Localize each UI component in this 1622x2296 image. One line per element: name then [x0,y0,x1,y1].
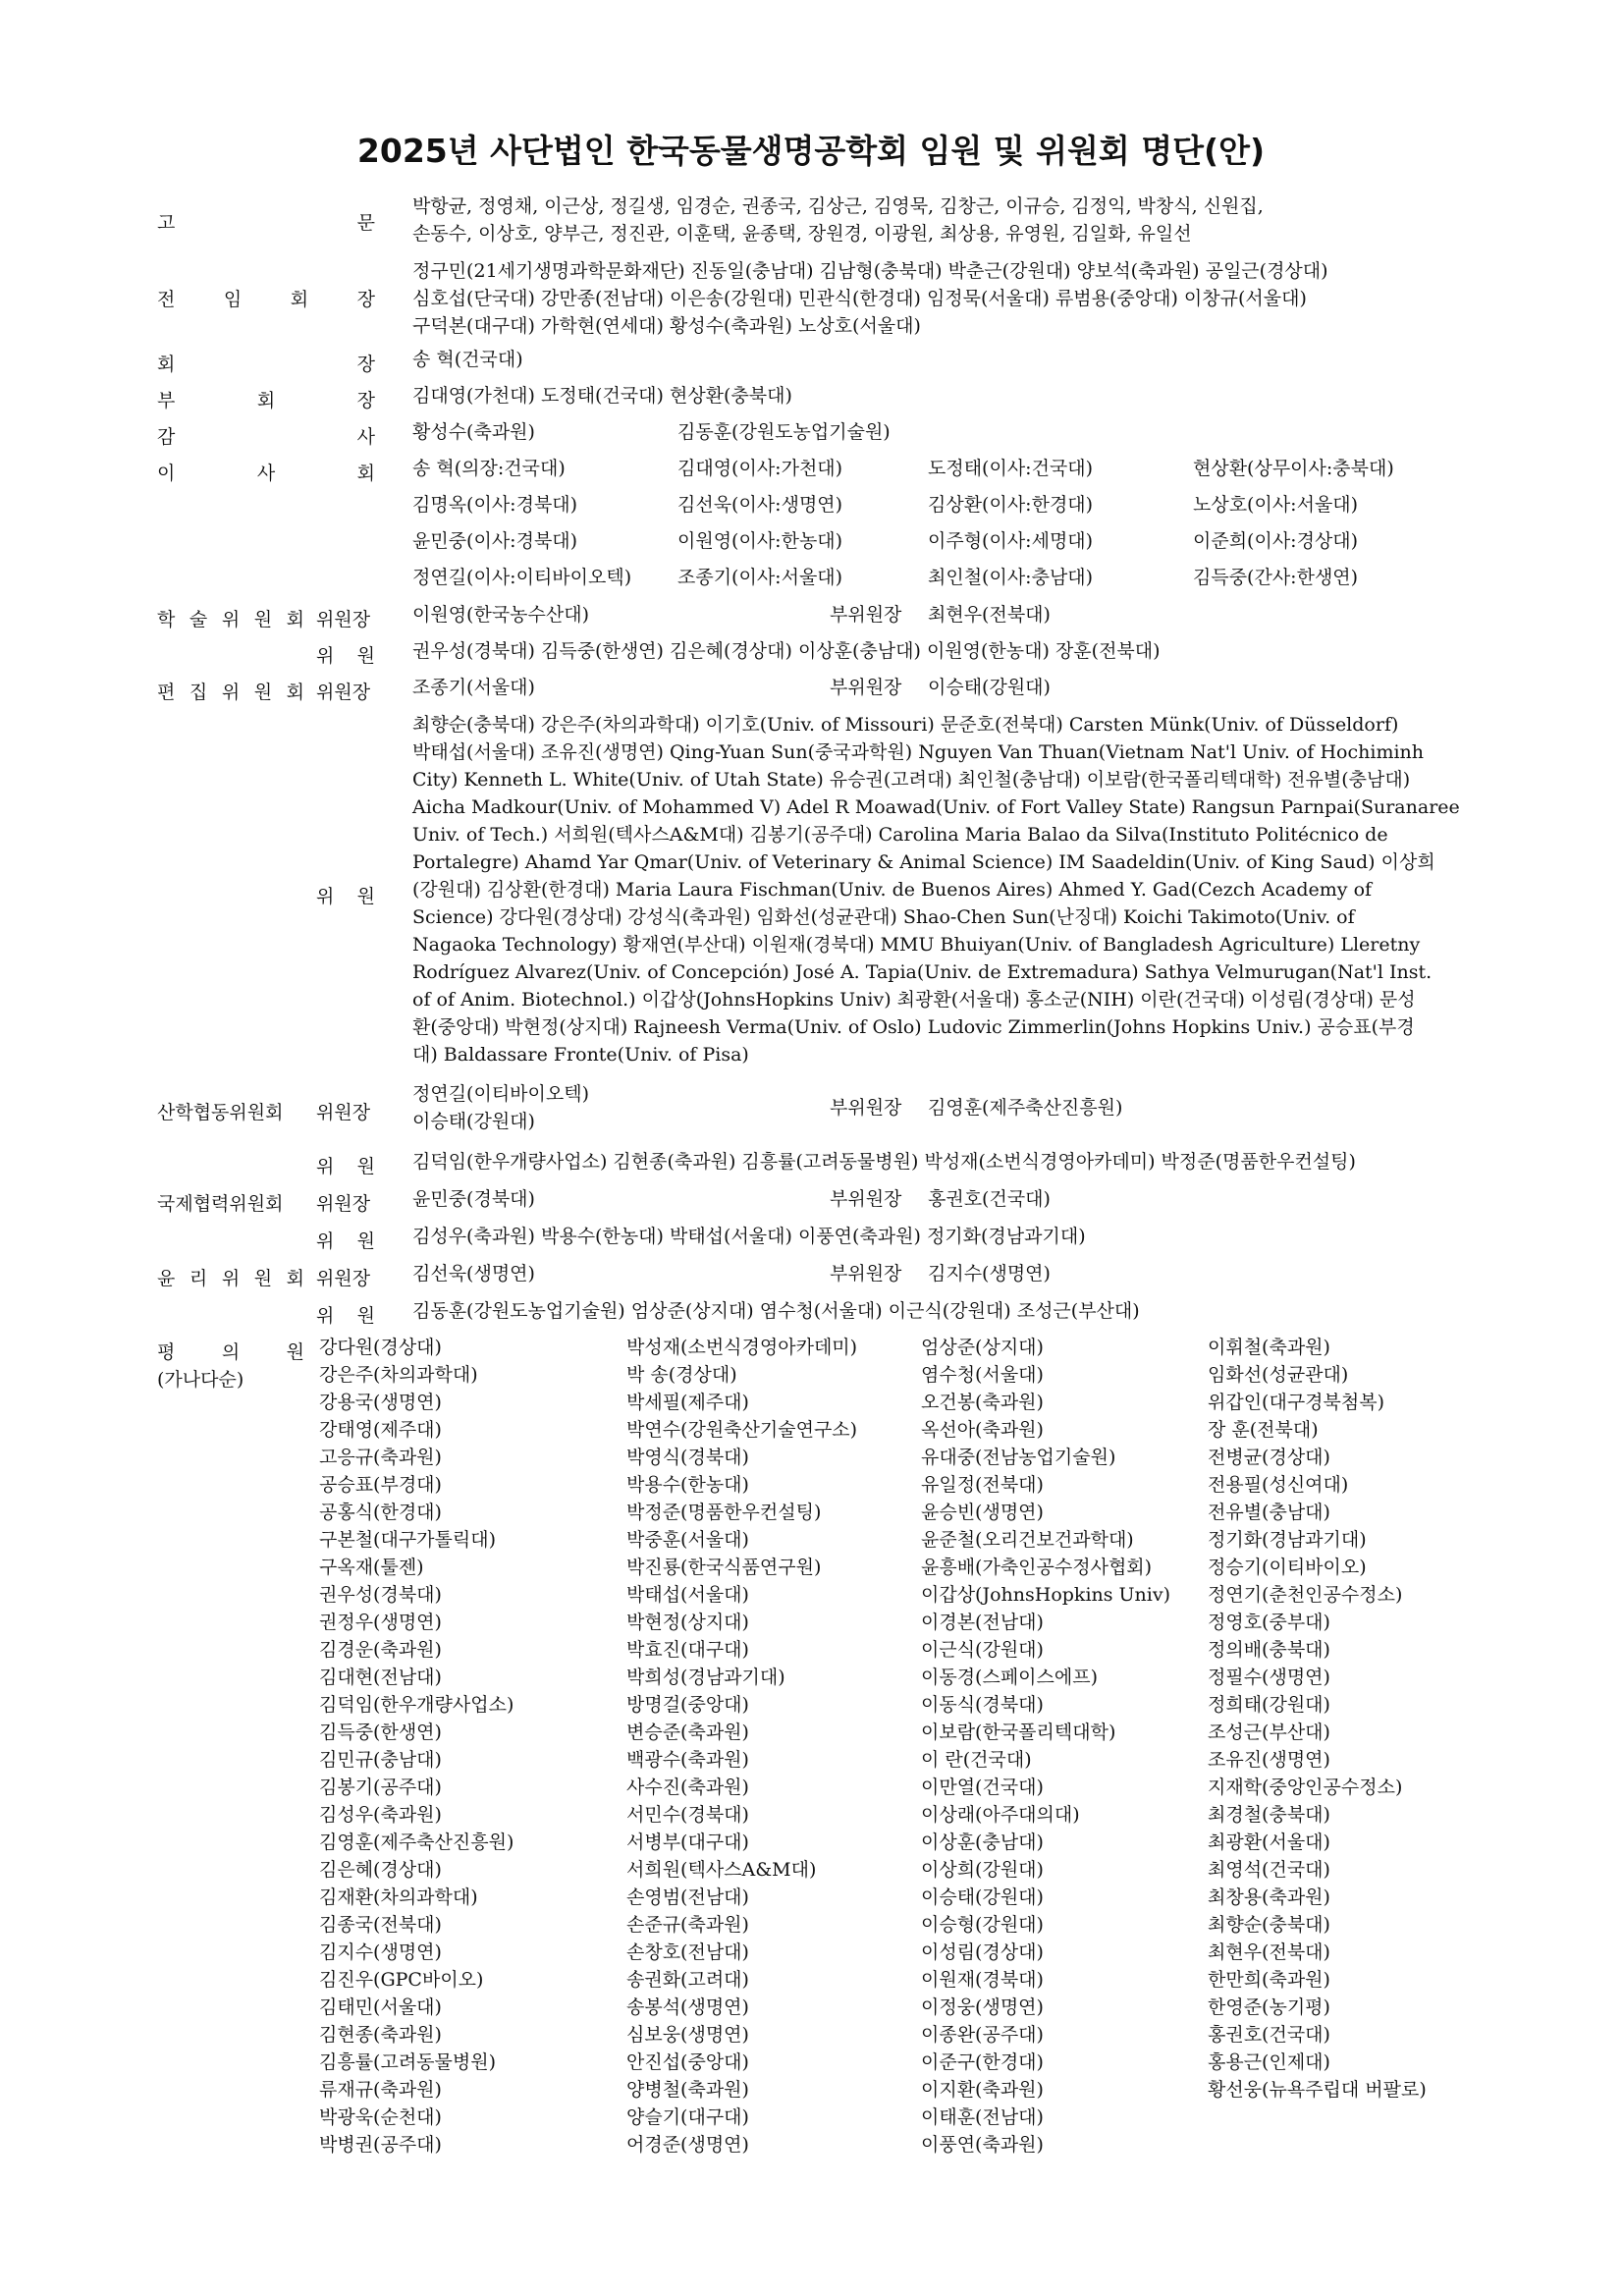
international-committee-label: 국제협력위원회 [157,1193,284,1215]
ethics-member-label: 위 원 [316,1305,375,1327]
councilor-name: 권우성(경북대) [319,1584,442,1606]
industry-committee-label: 산학협동위원회 [157,1102,284,1123]
councilor-name: 어경준(생명연) [626,2134,749,2156]
board-member: 노상호(이사:서울대) [1193,494,1359,516]
label-char: 사 [256,463,276,484]
industry-member-label: 위 원 [316,1156,375,1177]
editorial-members-line: Science) 강다원(경상대) 강성식(축과원) 임화선(성균관대) Shao-Chen Sun(난징대) Koichi Takimoto(Univ. of [412,906,1355,928]
councilor-name: 안진섭(중앙대) [626,2051,749,2073]
editorial-members-line: Rodríguez Alvarez(Univ. of Concepción) José A. Tapia(Univ. de Extremadura) Sathya Velmurugan(Nat'l Inst. [412,961,1433,983]
councilor-name: 한만희(축과원) [1208,1969,1330,1991]
councilor-name: 서병부(대구대) [626,1831,749,1853]
councilor-name: 이근식(강원대) [921,1639,1044,1661]
label-char: 장 [356,354,375,375]
councilors-column-4 [1208,1334,1427,2104]
document-title: 2025년 사단법인 한국동물생명공학회 임원 및 위원회 명단(안) [356,132,1266,170]
board-member: 정연길(이사:이티바이오텍) [412,567,632,588]
councilor-name: 유대중(전남농업기술원) [921,1447,1116,1468]
councilor-name: 윤준철(오리건보건과학대) [921,1529,1134,1551]
councilor-name: 조유진(생명연) [1208,1749,1330,1771]
councilor-name: 이태훈(전남대) [921,2106,1044,2128]
board-label [157,459,375,485]
former-presidents-line: 심호섭(단국대) 강만종(전남대) 이은송(강원대) 민관식(한경대) 임정묵(서울대) 류범용(중앙대) 이창규(서울대) [412,288,1307,309]
former-presidents-line: 정구민(21세기생명과학문화재단) 진동일(충남대) 김남형(충북대) 박춘근(강원대) 양보석(축과원) 공일근(경상대) [412,260,1328,282]
label-char: 회 [356,463,375,484]
editorial-members-line: Aicha Madkour(Univ. of Mohammed V) Adel R Moawad(Univ. of Fort Valley State) Rangsun Parnpai(Suranaree [412,796,1460,818]
councilor-name: 박태섭(서울대) [626,1584,749,1606]
councilor-name: 이종완(공주대) [921,2024,1044,2046]
councilor-name: 장 훈(전북대) [1208,1419,1319,1441]
councilors-label: 평 의 원 [157,1341,304,1363]
councilor-name: 강다원(경상대) [319,1337,442,1358]
label-char: 이 [157,463,176,484]
councilor-name: 이상훈(충남대) [921,1831,1044,1853]
councilor-name: 박연수(강원축산기술연구소) [626,1419,858,1441]
ethics-chair: 김선욱(생명연) [412,1263,535,1285]
councilor-name: 윤승빈(생명연) [921,1502,1044,1523]
councilor-name: 박현정(상지대) [626,1612,749,1633]
academic-members: 권우성(경북대) 김득중(한생연) 김은혜(경상대) 이상훈(충남대) 이원영(한농대) 장훈(전북대) [412,640,1161,662]
councilor-name: 김성우(축과원) [319,1804,442,1826]
board-member: 이주형(이사:세명대) [928,530,1094,552]
councilor-name: 이상희(강원대) [921,1859,1044,1881]
label-char: 장 [356,289,375,310]
councilor-name: 이승태(강원대) [921,1886,1044,1908]
councilor-name: 김흥률(고려동물병원) [319,2051,497,2073]
councilor-name: 김종국(전북대) [319,1914,442,1936]
councilor-name: 유일정(전북대) [921,1474,1044,1496]
councilor-name: 김은혜(경상대) [319,1859,442,1881]
industry-chair-label: 위원장 [316,1102,371,1123]
councilor-name: 김진우(GPC바이오) [319,1969,484,1991]
councilor-name: 오건봉(축과원) [921,1392,1044,1413]
board-column-2 [677,455,842,600]
councilor-name: 최현우(전북대) [1208,1941,1330,1963]
councilor-name: 김봉기(공주대) [319,1777,442,1798]
councilor-name: 최광환(서울대) [1208,1831,1330,1853]
editorial-member-label: 위 원 [316,886,375,907]
international-members: 김성우(축과원) 박용수(한농대) 박태섭(서울대) 이풍연(축과원) 정기화(경남과기대) [412,1226,1086,1247]
academic-chair-label: 위원장 [316,609,371,630]
councilor-name: 이원재(경북대) [921,1969,1044,1991]
councilor-name: 전유별(충남대) [1208,1502,1330,1523]
advisors-label [157,208,375,235]
councilor-name: 박희성(경남과기대) [626,1667,785,1688]
board-member: 최인철(이사:충남대) [928,567,1094,588]
councilor-name: 박병권(공주대) [319,2134,442,2156]
advisors-line: 박항균, 정영채, 이근상, 정길생, 임경순, 권종국, 김상근, 김영묵, 김창근, 이규승, 김정익, 박창식, 신원집, [412,195,1264,217]
councilors-column-1 [319,1334,514,2159]
editorial-members-line: Portalegre) Ahamd Yar Qmar(Univ. of Veterinary & Animal Science) IM Saadeldin(Univ. of King Saud) 이상희 [412,851,1435,873]
label-char: 전 [157,289,176,310]
councilor-name: 박진룡(한국식품연구원) [626,1557,822,1578]
councilor-name: 고응규(축과원) [319,1447,442,1468]
councilor-name: 김덕임(한우개량사업소) [319,1694,514,1716]
councilor-name: 백광수(축과원) [626,1749,749,1771]
councilor-name: 위갑인(대구경북첨복) [1208,1392,1385,1413]
councilor-name: 박세필(제주대) [626,1392,749,1413]
auditors-label [157,422,375,449]
board-member: 현상환(상무이사:충북대) [1193,458,1394,479]
auditor-2: 김동훈(강원도농업기술원) [677,421,891,443]
editorial-vice-chair-label: 부위원장 [830,677,902,698]
councilor-name: 강태영(제주대) [319,1419,442,1441]
councilor-name: 임화선(성균관대) [1208,1364,1349,1386]
councilor-name: 송봉석(생명연) [626,1996,749,2018]
councilor-name: 이만열(건국대) [921,1777,1044,1798]
councilor-name: 이동경(스페이스에프) [921,1667,1099,1688]
councilor-name: 심보웅(생명연) [626,2024,749,2046]
councilor-name: 한영준(농기평) [1208,1996,1330,2018]
councilor-name: 김현종(축과원) [319,2024,442,2046]
councilor-name: 황선웅(뉴욕주립대 버팔로) [1208,2079,1427,2101]
ethics-vice-chair-label: 부위원장 [830,1263,902,1285]
councilor-name: 김득중(한생연) [319,1722,442,1743]
councilor-name: 박영식(경북대) [626,1447,749,1468]
academic-vice-chair-label: 부위원장 [830,604,902,626]
international-vice-chair: 홍권호(건국대) [928,1188,1051,1210]
ethics-vice-chair: 김지수(생명연) [928,1263,1051,1285]
board-column-4 [1193,455,1394,600]
councilor-name: 강은주(차의과학대) [319,1364,478,1386]
councilor-name: 정영호(중부대) [1208,1612,1330,1633]
councilor-name: 이승형(강원대) [921,1914,1044,1936]
board-member: 이원영(이사:한농대) [677,530,843,552]
councilor-name: 양슬기(대구대) [626,2106,749,2128]
board-member: 김명옥(이사:경북대) [412,494,578,516]
editorial-members-line: (강원대) 김상환(한경대) Maria Laura Fischman(Univ. de Buenos Aires) Ahmed Y. Gad(Cezch Academy of [412,879,1373,901]
councilor-name: 엄상준(상지대) [921,1337,1044,1358]
label-char: 부 [157,390,176,411]
councilor-name: 김민규(충남대) [319,1749,442,1771]
councilor-name: 염수청(서울대) [921,1364,1044,1386]
councilor-name: 방명걸(중앙대) [626,1694,749,1716]
label-char: 회 [157,354,176,375]
editorial-chair: 조종기(서울대) [412,677,535,698]
councilor-name: 김재환(차의과학대) [319,1886,478,1908]
label-char: 감 [157,426,176,448]
academic-committee-label: 학 술 위 원 회 [157,609,304,630]
councilor-name: 박성재(소번식경영아카데미) [626,1337,858,1358]
board-member: 이준희(이사:경상대) [1193,530,1359,552]
president-value: 송 혁(건국대) [412,349,523,370]
councilor-name: 최영석(건국대) [1208,1859,1330,1881]
councilors-column-2 [626,1334,857,2159]
board-column-3 [928,455,1093,600]
councilor-name: 최경철(충북대) [1208,1804,1330,1826]
former-presidents-list [412,257,1328,340]
academic-chair: 이원영(한국농수산대) [412,604,590,626]
industry-chairs [412,1080,589,1135]
label-char: 회 [256,390,276,411]
editorial-members-line: 대) Baldassare Fronte(Univ. of Pisa) [412,1044,749,1066]
advisors-list [412,192,1264,247]
councilor-name: 최향순(충북대) [1208,1914,1330,1936]
industry-chair: 이승태(강원대) [412,1111,535,1132]
councilor-name: 박정준(명품한우컨설팅) [626,1502,822,1523]
editorial-members-line: City) Kenneth L. White(Univ. of Utah State) 유승권(고려대) 최인철(충남대) 이보람(한국폴리텍대학) 전유별(충남대) [412,769,1411,791]
board-member: 조종기(이사:서울대) [677,567,843,588]
councilor-name: 이휘철(축과원) [1208,1337,1330,1358]
councilor-name: 전용필(성신여대) [1208,1474,1349,1496]
councilor-name: 이상래(아주대의대) [921,1804,1080,1826]
industry-members: 김덕임(한우개량사업소) 김현종(축과원) 김흥률(고려동물병원) 박성재(소번식경영아카데미) 박정준(명품한우컨설팅) [412,1151,1356,1173]
councilor-name: 정기화(경남과기대) [1208,1529,1367,1551]
editorial-members-line: 최향순(충북대) 강은주(차의과학대) 이기호(Univ. of Missouri) 문준호(전북대) Carsten Münk(Univ. of Düsseldorf) [412,714,1399,736]
advisors-line: 손동수, 이상호, 양부근, 정진관, 이훈택, 윤종택, 장원경, 이광원, 최상용, 유영원, 김일화, 유일선 [412,223,1192,245]
councilor-name: 정승기(이티바이오) [1208,1557,1367,1578]
councilor-name: 이지환(축과원) [921,2079,1044,2101]
international-member-label: 위 원 [316,1230,375,1252]
councilor-name: 손준규(축과원) [626,1914,749,1936]
former-presidents-label [157,285,375,311]
councilor-name: 박효진(대구대) [626,1639,749,1661]
councilor-name: 김영훈(제주축산진흥원) [319,1831,514,1853]
label-char: 사 [356,426,375,448]
board-member: 김대영(이사:가천대) [677,458,843,479]
vice-presidents-label [157,386,375,412]
councilor-name: 구옥재(툴젠) [319,1557,424,1578]
councilor-name: 옥선아(축과원) [921,1419,1044,1441]
councilor-name: 김경운(축과원) [319,1639,442,1661]
board-member: 도정태(이사:건국대) [928,458,1094,479]
councilor-name: 이동식(경북대) [921,1694,1044,1716]
councilor-name: 이풍연(축과원) [921,2134,1044,2156]
label-char: 임 [223,289,243,310]
councilor-name: 정의배(충북대) [1208,1639,1330,1661]
ethics-chair-label: 위원장 [316,1268,371,1289]
councilor-name: 송권화(고려대) [626,1969,749,1991]
industry-vice-chair: 김영훈(제주축산진흥원) [928,1097,1123,1119]
board-column-1 [412,455,631,600]
councilor-name: 권정우(생명연) [319,1612,442,1633]
councilor-name: 김대현(전남대) [319,1667,442,1688]
editorial-vice-chair: 이승태(강원대) [928,677,1051,698]
councilor-name: 이경본(전남대) [921,1612,1044,1633]
councilor-name: 이 란(건국대) [921,1749,1032,1771]
councilor-name: 이갑상(JohnsHopkins Univ) [921,1584,1171,1606]
editorial-members-line: Univ. of Tech.) 서희원(텍사스A&M대) 김봉기(공주대) Carolina Maria Balao da Silva(Instituto Politécnico de [412,824,1388,846]
councilor-name: 정필수(생명연) [1208,1667,1330,1688]
councilor-name: 손창호(전남대) [626,1941,749,1963]
councilor-name: 김태민(서울대) [319,1996,442,2018]
councilor-name: 양병철(축과원) [626,2079,749,2101]
councilor-name: 홍용근(인제대) [1208,2051,1330,2073]
board-member: 김선욱(이사:생명연) [677,494,843,516]
councilor-name: 공홍식(한경대) [319,1502,442,1523]
editorial-members-line: of of Anim. Biotechnol.) 이갑상(JohnsHopkins Univ) 최광환(서울대) 홍소군(NIH) 이란(건국대) 이성림(경상대) 문성 [412,989,1416,1011]
councilor-name: 정희태(강원대) [1208,1694,1330,1716]
industry-vice-chair-label: 부위원장 [830,1097,902,1119]
editorial-members-line: 박태섭(서울대) 조유진(생명연) Qing-Yuan Sun(중국과학원) Nguyen Van Thuan(Vietnam Nat'l Univ. of Hochiminh [412,741,1425,763]
councilor-name: 강용국(생명연) [319,1392,442,1413]
editorial-chair-label: 위원장 [316,682,371,703]
ethics-members: 김동훈(강원도농업기술원) 엄상준(상지대) 염수청(서울대) 이근식(강원대) 조성근(부산대) [412,1300,1140,1322]
councilor-name: 이정웅(생명연) [921,1996,1044,2018]
councilor-name: 박용수(한농대) [626,1474,749,1496]
councilor-name: 최창용(축과원) [1208,1886,1330,1908]
board-member: 김득중(간사:한생연) [1193,567,1359,588]
councilor-name: 이준구(한경대) [921,2051,1044,2073]
councilor-name: 구본철(대구가톨릭대) [319,1529,497,1551]
councilor-name: 박중훈(서울대) [626,1529,749,1551]
councilor-name: 사수진(축과원) [626,1777,749,1798]
councilor-name: 변승준(축과원) [626,1722,749,1743]
councilor-name: 정연기(춘천인공수정소) [1208,1584,1403,1606]
former-presidents-line: 구덕본(대구대) 가학현(연세대) 황성수(축과원) 노상호(서울대) [412,315,921,337]
councilor-name: 서민수(경북대) [626,1804,749,1826]
international-chair: 윤민중(경북대) [412,1188,535,1210]
label-char: 장 [356,390,375,411]
label-char: 회 [290,289,309,310]
councilors-column-3 [921,1334,1170,2159]
councilor-name: 홍권호(건국대) [1208,2024,1330,2046]
councilor-name: 류재규(축과원) [319,2079,442,2101]
ethics-committee-label: 윤 리 위 원 회 [157,1268,304,1289]
advisors-label-char: 문 [356,212,375,234]
councilors-note: (가나다순) [157,1369,244,1391]
board-member: 김상환(이사:한경대) [928,494,1094,516]
vice-presidents-value: 김대영(가천대) 도정태(건국대) 현상환(충북대) [412,385,792,407]
editorial-members-line: Nagaoka Technology) 황재연(부산대) 이원재(경북대) MMU Bhuiyan(Univ. of Bangladesh Agriculture) Lleretny [412,934,1421,956]
industry-chair: 정연길(이티바이오텍) [412,1083,590,1105]
president-label [157,350,375,376]
councilor-name: 이성림(경상대) [921,1941,1044,1963]
councilor-name: 김지수(생명연) [319,1941,442,1963]
academic-member-label: 위 원 [316,645,375,667]
board-member: 송 혁(의장:건국대) [412,458,566,479]
councilor-name: 서희원(텍사스A&M대) [626,1859,817,1881]
councilor-name: 윤흥배(가축인공수정사협회) [921,1557,1153,1578]
councilor-name: 조성근(부산대) [1208,1722,1330,1743]
councilor-name: 박 송(경상대) [626,1364,737,1386]
auditor-1: 황성수(축과원) [412,421,535,443]
board-member: 윤민중(이사:경북대) [412,530,578,552]
editorial-members [412,711,1460,1068]
academic-vice-chair: 최현우(전북대) [928,604,1051,626]
international-chair-label: 위원장 [316,1193,371,1215]
councilor-name: 손영범(전남대) [626,1886,749,1908]
advisors-label-char: 고 [157,212,176,234]
international-vice-chair-label: 부위원장 [830,1188,902,1210]
editorial-members-line: 환(중앙대) 박현정(상지대) Rajneesh Verma(Univ. of Oslo) Ludovic Zimmerlin(Johns Hopkins Univ.) 공승표(부경 [412,1016,1415,1038]
councilor-name: 공승표(부경대) [319,1474,442,1496]
editorial-committee-label: 편 집 위 원 회 [157,682,304,703]
councilor-name: 이보람(한국폴리텍대학) [921,1722,1116,1743]
councilor-name: 전병균(경상대) [1208,1447,1330,1468]
councilor-name: 박광욱(순천대) [319,2106,442,2128]
councilor-name: 지재학(중앙인공수정소) [1208,1777,1403,1798]
